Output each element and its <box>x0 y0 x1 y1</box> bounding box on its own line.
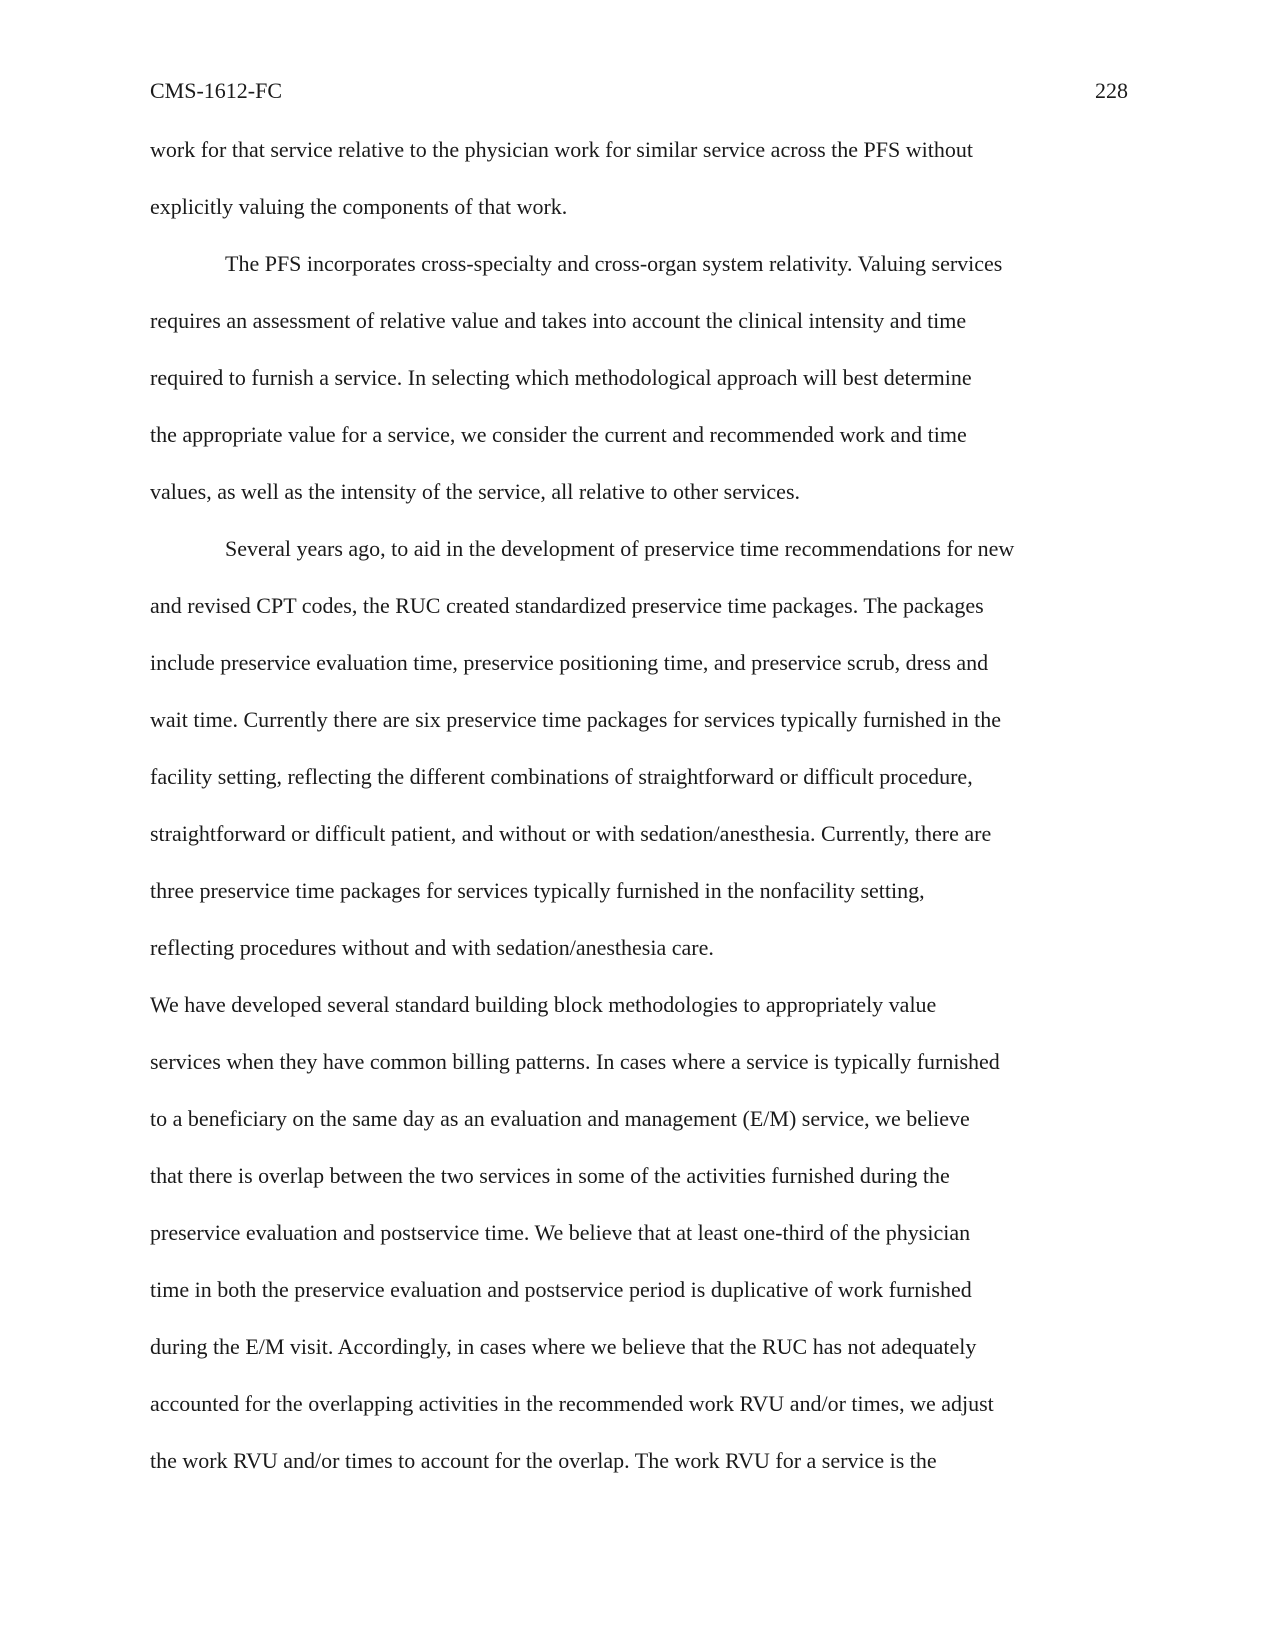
text-line: during the E/M visit. Accordingly, in cases where we believe that the RUC has not adequately <box>150 1334 977 1359</box>
text-line: We have developed several standard building block methodologies to appropriately value <box>150 992 937 1017</box>
text-line: time in both the preservice evaluation and postservice period is duplicative of work furnished <box>150 1277 972 1302</box>
text-line: three preservice time packages for services typically furnished in the nonfacility setting, <box>150 878 925 903</box>
text-line: accounted for the overlapping activities in the recommended work RVU and/or times, we adjust <box>150 1391 994 1416</box>
text-line: Several years ago, to aid in the development of preservice time recommendations for new <box>225 536 1015 561</box>
text-line: include preservice evaluation time, preservice positioning time, and preservice scrub, dress and <box>150 650 989 675</box>
document-id: CMS-1612-FC <box>150 78 283 103</box>
page-number: 228 <box>1095 78 1128 103</box>
text-line: wait time. Currently there are six preservice time packages for services typically furnished in the <box>150 707 1001 732</box>
text-line: requires an assessment of relative value and takes into account the clinical intensity and time <box>150 308 967 333</box>
text-line: reflecting procedures without and with sedation/anesthesia care. <box>150 935 714 960</box>
text-line: and revised CPT codes, the RUC created standardized preservice time packages. The packages <box>150 593 984 618</box>
text-line: the work RVU and/or times to account for the overlap. The work RVU for a service is the <box>150 1448 937 1473</box>
body-text <box>150 131 1130 1499</box>
text-line: explicitly valuing the components of that work. <box>150 194 568 219</box>
text-line: services when they have common billing patterns. In cases where a service is typically furnished <box>150 1049 1000 1074</box>
text-line: straightforward or difficult patient, and without or with sedation/anesthesia. Currently, there are <box>150 821 992 846</box>
text-line: values, as well as the intensity of the service, all relative to other services. <box>150 479 800 504</box>
page-header <box>150 76 1128 106</box>
text-line: that there is overlap between the two services in some of the activities furnished during the <box>150 1163 950 1188</box>
text-line: The PFS incorporates cross-specialty and cross-organ system relativity. Valuing services <box>225 251 1003 276</box>
text-line: facility setting, reflecting the different combinations of straightforward or difficult procedure, <box>150 764 973 789</box>
text-line: required to furnish a service. In selecting which methodological approach will best determine <box>150 365 972 390</box>
text-line: work for that service relative to the physician work for similar service across the PFS without <box>150 137 973 162</box>
text-line: to a beneficiary on the same day as an evaluation and management (E/M) service, we believe <box>150 1106 970 1131</box>
text-line: preservice evaluation and postservice time. We believe that at least one-third of the physician <box>150 1220 971 1245</box>
text-line: the appropriate value for a service, we consider the current and recommended work and time <box>150 422 967 447</box>
